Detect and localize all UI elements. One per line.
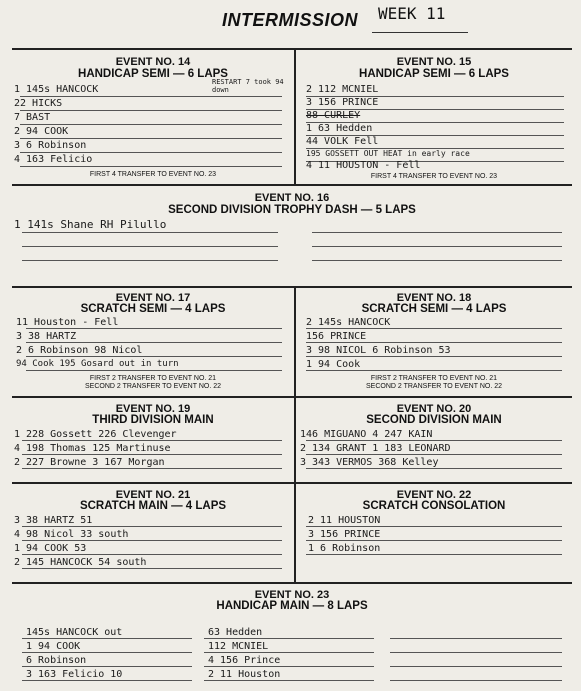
entry-line: [390, 680, 562, 681]
entry-line: [22, 680, 192, 681]
entry-line: [26, 356, 282, 357]
entry: 44 VOLK Fell: [306, 136, 379, 147]
entry-line: [312, 260, 562, 261]
margin-note: RESTART 7 took 94 down: [212, 78, 284, 94]
entry: 1 6 Robinson: [308, 543, 381, 554]
event-number: EVENT NO. 17: [115, 292, 191, 304]
event-21-box: [12, 484, 294, 582]
event-number: EVENT NO. 20: [396, 403, 472, 415]
entry-line: [204, 652, 374, 653]
entry: 3 6 Robinson: [14, 140, 87, 151]
event-number: EVENT NO. 16: [254, 192, 330, 204]
entry: 1 228 Gossett 226 Clevenger: [14, 429, 177, 440]
entry-line: [22, 260, 278, 261]
entry-line: [22, 568, 282, 569]
transfer-note: FIRST 4 TRANSFER TO EVENT NO. 23: [370, 173, 498, 180]
transfer-note: FIRST 4 TRANSFER TO EVENT NO. 23: [89, 171, 217, 178]
entry-line: [390, 638, 562, 639]
entry-line: [204, 638, 374, 639]
entry-line: [26, 370, 282, 371]
entry-line: [390, 666, 562, 667]
event-17-box: [12, 288, 294, 396]
entry-line: [22, 666, 192, 667]
entry-line: [390, 652, 562, 653]
entry-line: [306, 540, 562, 541]
event-name: HANDICAP MAIN — 8 LAPS: [216, 600, 368, 612]
entry: 4 156 Prince: [208, 655, 281, 666]
event-name: SECOND DIVISION TROPHY DASH — 5 LAPS: [168, 204, 416, 216]
entry-line: [26, 328, 282, 329]
event-18-box: [296, 288, 572, 396]
event-20-box: [296, 398, 572, 482]
entry: 3 343 VERMOS 368 Kelley: [300, 457, 439, 468]
entry-line: [22, 468, 282, 469]
entry: 2 11 Houston: [208, 669, 281, 680]
entry: 2 94 COOK: [14, 126, 69, 137]
entry-line: [20, 96, 282, 97]
entry-line: [20, 124, 282, 125]
event-name: HANDICAP SEMI — 6 LAPS: [359, 68, 509, 80]
entry: 146 MIGUANO 4 247 KAIN: [300, 429, 433, 440]
entry: 94 Cook 195 Gosard out in turn: [16, 359, 179, 369]
entry-line: [22, 246, 278, 247]
entry: 2 227 Browne 3 167 Morgan: [14, 457, 165, 468]
entry: 2 6 Robinson 98 Nicol: [16, 345, 143, 356]
entry-line: [22, 540, 282, 541]
event-number: EVENT NO. 22: [396, 489, 472, 501]
entry-line: [306, 328, 562, 329]
entry: 4 11 HOUSTON - Fell: [306, 160, 421, 171]
entry: 145s HANCOCK out: [26, 627, 123, 638]
entry-line: [22, 638, 192, 639]
transfer-note: SECOND 2 TRANSFER TO EVENT NO. 22: [365, 383, 503, 390]
entry-line: [306, 454, 562, 455]
entry-line: [22, 652, 192, 653]
entry-line: [22, 440, 282, 441]
entry-line: [306, 356, 562, 357]
week-annotation: WEEK 11: [378, 4, 446, 23]
transfer-note: FIRST 2 TRANSFER TO EVENT NO. 21: [370, 375, 498, 382]
event-22-box: [296, 484, 572, 582]
entry: 3 98 NICOL 6 Robinson 53: [306, 345, 451, 356]
event-number: EVENT NO. 15: [396, 56, 472, 68]
entry: 3 156 PRINCE: [308, 529, 381, 540]
entry: 3 38 HARTZ: [16, 331, 77, 342]
event-name: THIRD DIVISION MAIN: [92, 414, 214, 426]
event-14-box: [12, 50, 294, 184]
transfer-note: FIRST 2 TRANSFER TO EVENT NO. 21: [89, 375, 217, 382]
entry-line: [22, 454, 282, 455]
entry: 1 94 COOK 53: [14, 543, 87, 554]
transfer-note: SECOND 2 TRANSFER TO EVENT NO. 22: [84, 383, 222, 390]
week-underline: [372, 32, 468, 33]
entry: 22 HICKS: [14, 98, 63, 109]
entry-line: [312, 246, 562, 247]
entry: 1 94 Cook: [306, 359, 361, 370]
entry: 3 38 HARTZ 51: [14, 515, 93, 526]
entry-line: [306, 554, 562, 555]
event-name: HANDICAP SEMI — 6 LAPS: [78, 68, 228, 80]
entry-line: [306, 440, 562, 441]
entry: 4 98 Nicol 33 south: [14, 529, 129, 540]
event-number: EVENT NO. 19: [115, 403, 191, 415]
entry: 195 GOSSETT OUT HEAT in early race: [306, 149, 470, 158]
entry: 4 198 Thomas 125 Martinuse: [14, 443, 171, 454]
entry: 112 MCNIEL: [208, 641, 269, 652]
entry-line: [312, 232, 562, 233]
entry: 3 156 PRINCE: [306, 97, 379, 108]
entry-line: [22, 554, 282, 555]
entry: 156 PRINCE: [306, 331, 367, 342]
event-name: SCRATCH SEMI — 4 LAPS: [80, 303, 226, 315]
entry: 1 145s HANCOCK: [14, 84, 99, 95]
event-name: SCRATCH MAIN — 4 LAPS: [79, 500, 227, 512]
event-name: SECOND DIVISION MAIN: [366, 414, 502, 426]
entry-line: [306, 526, 562, 527]
entry: 2 145s HANCOCK: [306, 317, 391, 328]
event-number: EVENT NO. 21: [115, 489, 191, 501]
entry: 2 11 HOUSTON: [308, 515, 381, 526]
entry-line: [20, 152, 282, 153]
entry: 2 134 GRANT 1 183 LEONARD: [300, 443, 451, 454]
entry-line: [20, 110, 282, 111]
page-title: INTERMISSION: [222, 10, 359, 30]
event-19-box: [12, 398, 294, 482]
entry-line: [204, 680, 374, 681]
entry-line: [306, 468, 562, 469]
entry-line: [306, 342, 562, 343]
entry-line: [204, 666, 374, 667]
entry-line: [20, 138, 282, 139]
event-number: EVENT NO. 23: [254, 589, 330, 601]
event-name: SCRATCH SEMI — 4 LAPS: [361, 303, 507, 315]
event-number: EVENT NO. 14: [115, 56, 191, 68]
entry: 88 CURLEY: [306, 110, 361, 121]
entry: 63 Hedden: [208, 627, 263, 638]
entry: 1 141s Shane RH Pilullo: [14, 218, 167, 231]
entry: 2 112 MCNIEL: [306, 84, 379, 95]
entry-line: [22, 526, 282, 527]
event-15-box: [296, 50, 572, 184]
entry: 3 163 Felicio 10: [26, 669, 123, 680]
event-number: EVENT NO. 18: [396, 292, 472, 304]
entry-line: [306, 370, 562, 371]
entry: 2 145 HANCOCK 54 south: [14, 557, 147, 568]
event-23-box: [12, 584, 572, 691]
entry: 7 BAST: [14, 112, 51, 123]
entry-line: [20, 166, 282, 167]
event-16-box: [12, 186, 572, 286]
entry: 6 Robinson: [26, 655, 87, 666]
entry: 11 Houston - Fell: [16, 317, 119, 328]
entry-line: [26, 342, 282, 343]
entry: 1 63 Hedden: [306, 123, 373, 134]
entry: 4 163 Felicio: [14, 154, 93, 165]
entry: 1 94 COOK: [26, 641, 81, 652]
event-name: SCRATCH CONSOLATION: [362, 500, 506, 512]
entry-line: [22, 232, 278, 233]
